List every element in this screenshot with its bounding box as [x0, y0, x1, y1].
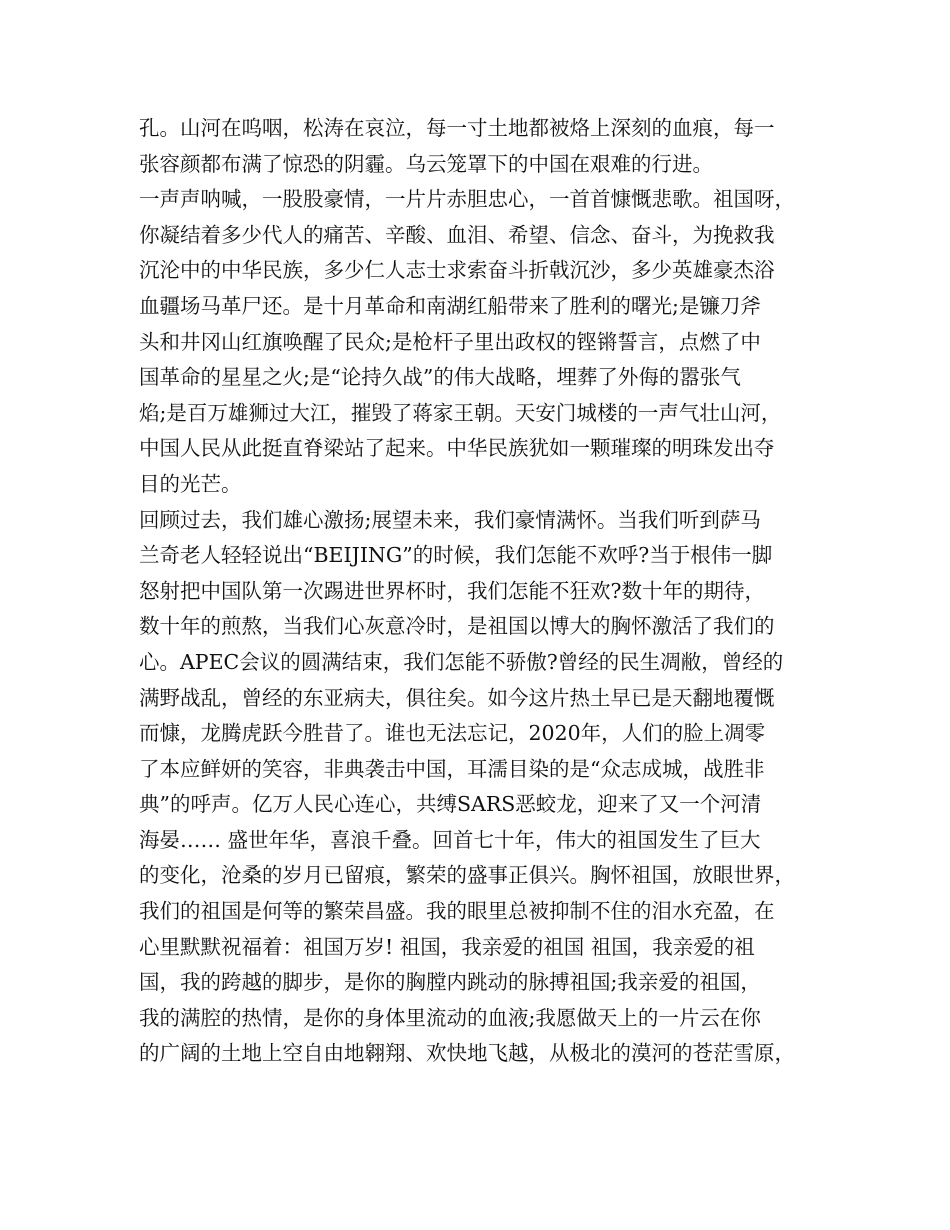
text-line: 心里默默祝福着：祖国万岁! 祖国，我亲爱的祖国 祖国，我亲爱的祖	[139, 934, 755, 959]
text-line: 的广阔的土地上空自由地翱翔、欢快地飞越，从极北的漠河的苍茫雪原，	[139, 1041, 795, 1066]
text-line: 海晏…… 盛世年华，喜浪千叠。回首七十年，伟大的祖国发生了巨大	[139, 827, 761, 852]
text-line: 中国人民从此挺直脊梁站了起来。中华民族犹如一颗璀璨的明珠发出夺	[139, 436, 775, 461]
text-line: 沉沦中的中华民族，多少仁人志士求索奋斗折戟沉沙，多少英雄豪杰浴	[139, 258, 775, 283]
text-line: 你凝结着多少代人的痛苦、辛酸、血泪、希望、信念、奋斗，为挽救我	[139, 222, 775, 247]
text-line: 的变化，沧桑的岁月已留痕，繁荣的盛事正俱兴。胸怀祖国，放眼世界，	[139, 863, 795, 888]
text-line: 目的光芒。	[139, 471, 242, 496]
text-line: 数十年的煎熬，当我们心灰意冷时，是祖国以博大的胸怀激活了我们的	[139, 614, 775, 639]
text-line: 典”的呼声。亿万人民心连心，共缚SARS恶蛟龙，迎来了又一个河清	[139, 792, 762, 817]
text-line: 焰;是百万雄狮过大江，摧毁了蒋家王朝。天安门城楼的一声气壮山河，	[139, 400, 782, 425]
body-text	[139, 111, 839, 1072]
text-line: 怒射把中国队第一次踢进世界杯时，我们怎能不狂欢?数十年的期待，	[139, 578, 765, 603]
text-line: 张容颜都布满了惊恐的阴霾。乌云笼罩下的中国在艰难的行进。	[139, 151, 713, 176]
text-line: 一声声呐喊，一股股豪情，一片片赤胆忠心，一首首慷慨悲歌。祖国呀，	[139, 187, 795, 212]
text-line: 心。APEC会议的圆满结束，我们怎能不骄傲?曾经的民生凋敝，曾经的	[139, 649, 784, 674]
text-line: 国，我的跨越的脚步，是你的胸膛内跳动的脉搏祖国;我亲爱的祖国，	[139, 970, 761, 995]
text-line: 兰奇老人轻轻说出“BEIJING”的时候，我们怎能不欢呼?当于根伟一脚	[139, 543, 773, 568]
text-line: 我的满腔的热情，是你的身体里流动的血液;我愿做天上的一片云在你	[139, 1005, 761, 1030]
text-line: 国革命的星星之火;是“论持久战”的伟大战略，埋葬了外侮的嚣张气	[139, 365, 741, 390]
text-line: 了本应鲜妍的笑容，非典袭击中国，耳濡目染的是“众志成城，战胜非	[139, 756, 765, 781]
text-line: 孔。山河在呜咽，松涛在哀泣，每一寸土地都被烙上深刻的血痕，每一	[139, 116, 775, 140]
text-line: 我们的祖国是何等的繁荣昌盛。我的眼里总被抑制不住的泪水充盈，在	[139, 899, 775, 924]
text-line: 回顾过去，我们雄心激扬;展望未来，我们豪情满怀。当我们听到萨马	[139, 507, 761, 532]
text-line: 而慷，龙腾虎跃今胜昔了。谁也无法忘记，2020年，人们的脸上凋零	[139, 721, 766, 746]
text-line: 血疆场马革尸还。是十月革命和南湖红船带来了胜利的曙光;是镰刀斧	[139, 293, 761, 318]
text-line: 头和井冈山红旗唤醒了民众;是枪杆子里出政权的铿锵誓言，点燃了中	[139, 329, 761, 354]
text-line: 满野战乱，曾经的东亚病夫，俱往矣。如今这片热土早已是天翻地覆慨	[139, 685, 775, 710]
